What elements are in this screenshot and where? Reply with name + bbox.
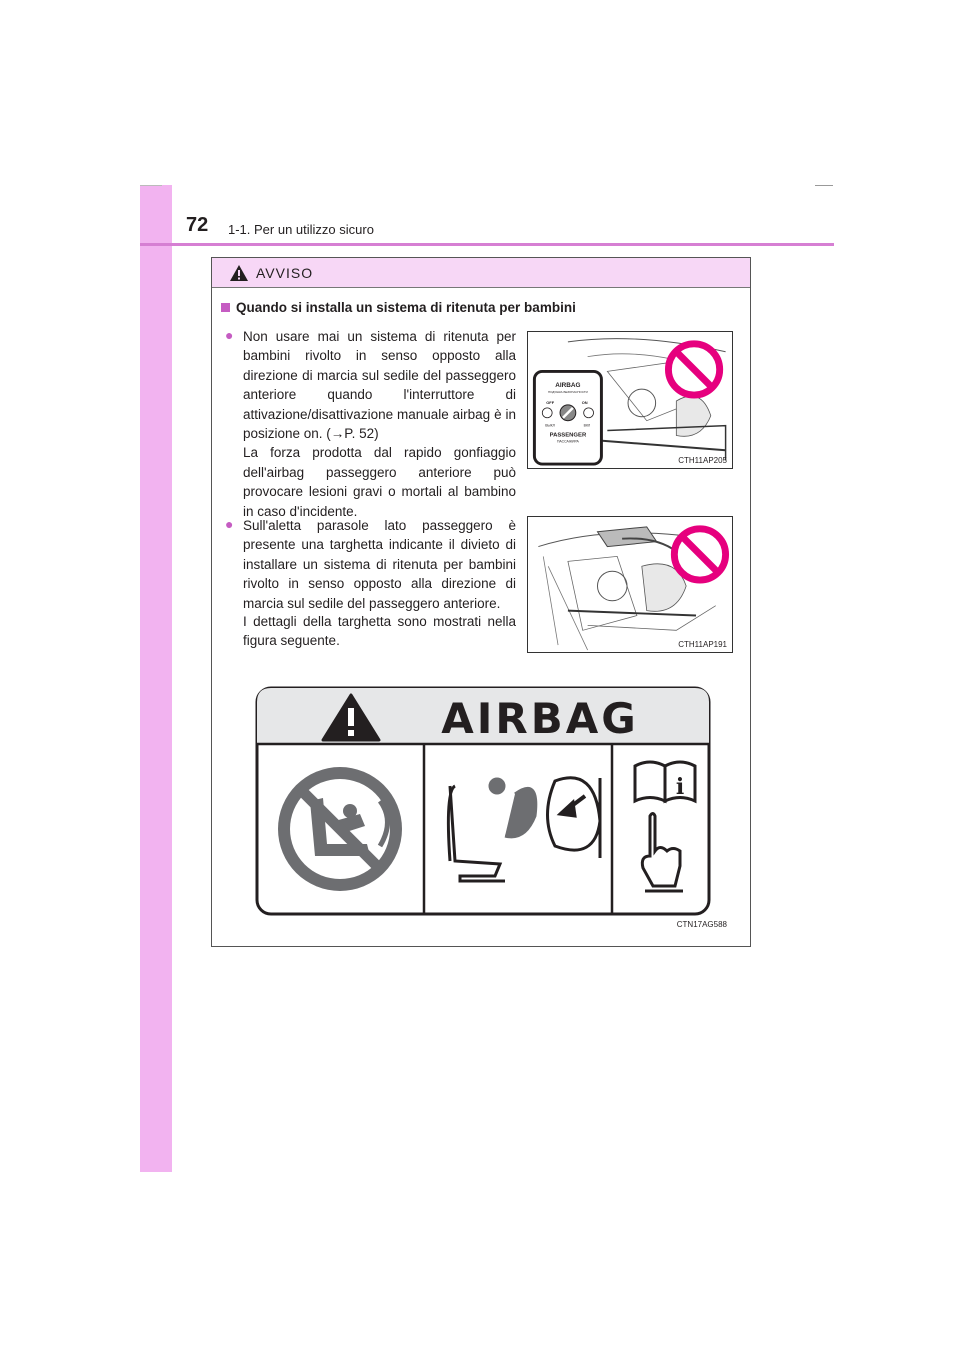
topic-text: Quando si installa un sistema di ritenuta per bambini	[236, 300, 576, 315]
crop-mark-right	[815, 185, 833, 186]
no-child-seat-icon	[278, 767, 402, 891]
section-title: 1-1. Per un utilizzo sicuro	[228, 222, 374, 237]
square-bullet-icon	[221, 303, 230, 312]
switch-on-text: ON	[581, 399, 588, 405]
bullet-icon: ●	[225, 327, 234, 343]
illustration-sunvisor	[527, 516, 733, 653]
switch-off-text: OFF	[546, 399, 555, 405]
illustration-switch	[527, 331, 733, 469]
dashboard-switch-illustration	[528, 332, 732, 468]
switch-passenger-ru-text: ПАССАЖИРА	[556, 439, 579, 444]
label-code: CTN17AG588	[676, 920, 727, 929]
airbag-label-graphic	[255, 686, 711, 916]
topic-heading	[221, 300, 576, 315]
switch-airbag-ru-text: ПОДУШКА БЕЗОПАСНОСТИ	[548, 390, 588, 395]
sunvisor-illustration	[528, 517, 732, 652]
airbag-warning-label	[255, 686, 711, 916]
warning-header	[212, 258, 750, 288]
page-number: 72	[186, 214, 209, 236]
crop-mark-left	[140, 185, 162, 186]
bullet-1-text: Non usare mai un sistema di ritenuta per bambini rivolto in senso opposto alla direzione di marcia sul sedile del passeggero anteriore quando l'interruttore di attivazione/disattivazione manuale airbag è in posizione on. (→P. 52) La forza prodotta dal rapido gonfiaggio dell'airbag passeggero anteriore può provocare lesioni gravi o mortali al bambino in caso d'incidente.	[243, 329, 516, 519]
switch-on-ru-text: ВКЛ	[583, 423, 591, 428]
header-rule	[140, 243, 834, 246]
switch-off-ru-text: ВЫКЛ	[545, 423, 555, 428]
svg-text:i: i	[675, 774, 685, 800]
illustration-2-code: CTH11AP191	[678, 640, 727, 649]
warning-box	[211, 257, 751, 947]
label-heading: AIRBAG	[441, 694, 639, 743]
bullet-2-text: Sull'aletta parasole lato passeggero è presente una targhetta indicante il divieto di installare un sistema di ritenuta per bambini rivolto in senso opposto alla direzione di marcia sul sedile del passeggero anteriore.	[243, 518, 516, 611]
switch-passenger-text: PASSENGER	[549, 432, 587, 439]
bullet-icon: ●	[225, 516, 234, 532]
warning-triangle-icon	[229, 264, 249, 282]
side-strip	[140, 185, 172, 1172]
switch-airbag-text: AIRBAG	[555, 382, 581, 390]
illustration-1-code: CTH11AP205	[678, 456, 727, 465]
warning-title: AVVISO	[256, 264, 314, 281]
read-manual-icon	[635, 762, 695, 801]
bullet-2-text-2: I dettagli della targhetta sono mostrati nella figura seguente.	[243, 614, 516, 649]
